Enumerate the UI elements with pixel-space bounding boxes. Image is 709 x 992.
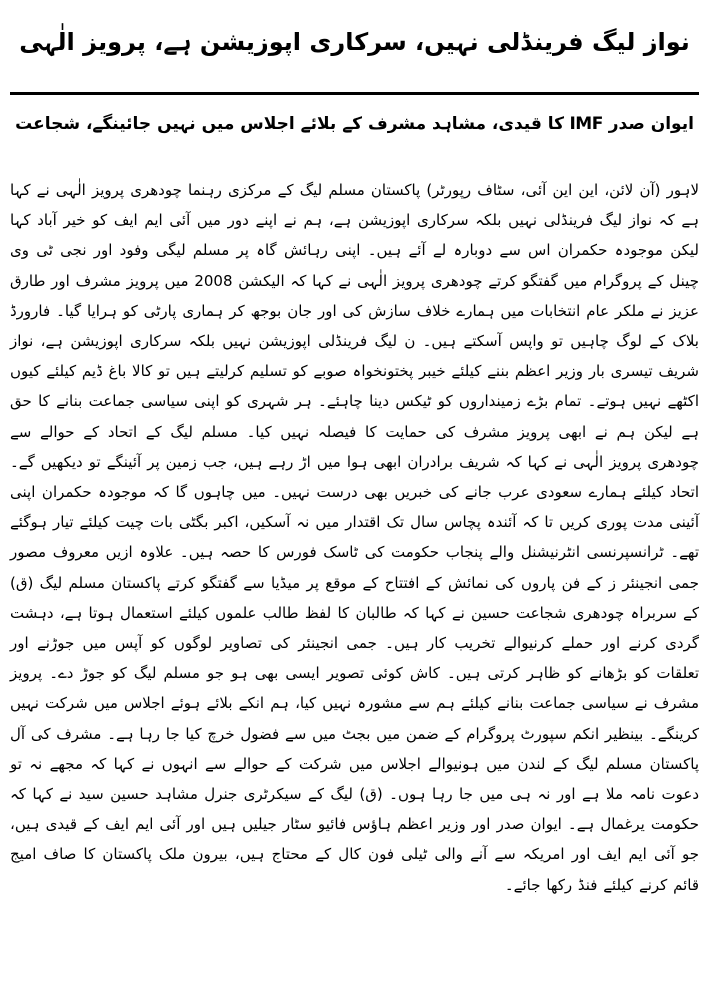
article-body: لاہور (آن لائن، این این آئی، سٹاف رپورٹر) پاکستان مسلم لیگ کے مرکزی رہنما چودھری پرویز الٰہی نے کہا ہے کہ نواز لیگ فرینڈلی نہیں بلکہ سرکاری اپوزیشن ہے، ہم نے اپنے دور میں آئی ایم ایف کو خیر آباد کہا لیکن موجودہ حکمران اس سے دوبارہ لے آئے ہیں۔ اپنی رہائش گاہ پر مسلم لیگی وفود اور نجی ٹی وی چینل کے پروگرام میں گفتگو کرتے چودھری پرویز الٰہی نے کہا کہ الیکشن 2008 میں پرویز مشرف اور طارق عزیز نے ملکر عام انتخابات میں ہمارے خلاف سازش کی اور جان بوجھ کر ہماری پارٹی کو ہرایا گیا۔ فارورڈ بلاک کے لوگ چاہیں تو واپس آسکتے ہیں۔ ن لیگ فرینڈلی اپوزیشن نہیں بلکہ سرکاری اپوزیشن ہے، نواز شریف تیسری بار وزیر اعظم بننے کیلئے خیبر پختونخواہ صوبے کو تسلیم کرلیتے ہیں تو کالا باغ ڈیم کیلئے کیوں اکٹھے نہیں ہوتے۔ تمام بڑے زمینداروں کو ٹیکس دینا چاہئے۔ ہر شہری کو اپنی سیاسی جماعت بنانے کا حق ہے لیکن ہم نے ابھی پرویز مشرف کی حمایت کا فیصلہ نہیں کیا۔ مسلم لیگ کے اتحاد کے حوالے سے چودھری پرویز الٰہی نے کہا کہ شریف برادران ابھی ہوا میں اڑ رہے ہیں، جب زمین پر آئینگے تو دیکھیں گے۔ اتحاد کیلئے ہمارے سعودی عرب جانے کی خبریں بھی درست نہیں۔ میں چاہوں گا کہ موجودہ حکمران اپنی آئینی مدت پوری کریں تا کہ آئندہ پچاس سال تک اقتدار میں نہ آسکیں، اکبر بگٹی بات چیت کیلئے تیار ہوگئے تھے۔ ٹرانسپرنسی انٹرنیشنل والے پنجاب حکومت کی ٹاسک فورس کا حصہ ہیں۔ علاوہ ازیں معروف مصور جمی انجینئر ز کے فن پاروں کی نمائش کے افتتاح کے موقع پر میڈیا سے گفتگو کرتے پاکستان مسلم لیگ (ق) کے سربراہ چودھری شجاعت حسین نے کہا کہ طالبان کا لفظ طالب علموں کیلئے استعمال ہوتا ہے، دہشت گردی کرنے اور حملے کرنیوالے تخریب کار ہیں۔ جمی انجینئر کی تصاویر لوگوں کو آپس میں جوڑنے اور تعلقات کو بڑھانے کو ظاہر کرتی ہیں۔ کاش کوئی تصویر ایسی بھی ہو جو مسلم لیگ کو جوڑ دے۔ پرویز مشرف نے سیاسی جماعت بنانے کیلئے ہم سے مشورہ نہیں کیا، ہم انکے بلائے ہوئے اجلاس میں شرکت نہیں کرینگے۔ بینظیر انکم سپورٹ پروگرام کے ضمن میں بجٹ میں سے فضول خرچ کیا جا رہا ہے۔ مشرف کی آل پاکستان مسلم لیگ کے لندن میں ہونیوالے اجلاس میں شرکت کے حوالے سے انہوں نے کہا کہ مجھے نہ تو دعوت نامہ ملا ہے اور نہ ہی میں جا رہا ہوں۔ (ق) لیگ کے سیکرٹری جنرل مشاہد حسین سید نے کہا کہ حکومت یرغمال ہے۔ ایوان صدر اور وزیر اعظم ہاؤس فائیو سٹار جیلیں ہیں اور آئی ایم ایف کے قیدی ہیں، جو آئی ایم ایف اور امریکہ سے آنے والی ٹیلی فون کال کے محتاج ہیں، بیرون ملک پاکستان کا صاف امیج قائم کرنے کیلئے فنڈ رکھا جائے۔ xyxy=(9,181,699,894)
headline: نواز لیگ فرینڈلی نہیں، سرکاری اپوزیشن ہے، پرویز الٰہی xyxy=(19,28,690,56)
subheadline: ایوان صدر IMF کا قیدی، مشاہد مشرف کے بلائے اجلاس میں نہیں جائینگے، شجاعت xyxy=(15,114,694,134)
